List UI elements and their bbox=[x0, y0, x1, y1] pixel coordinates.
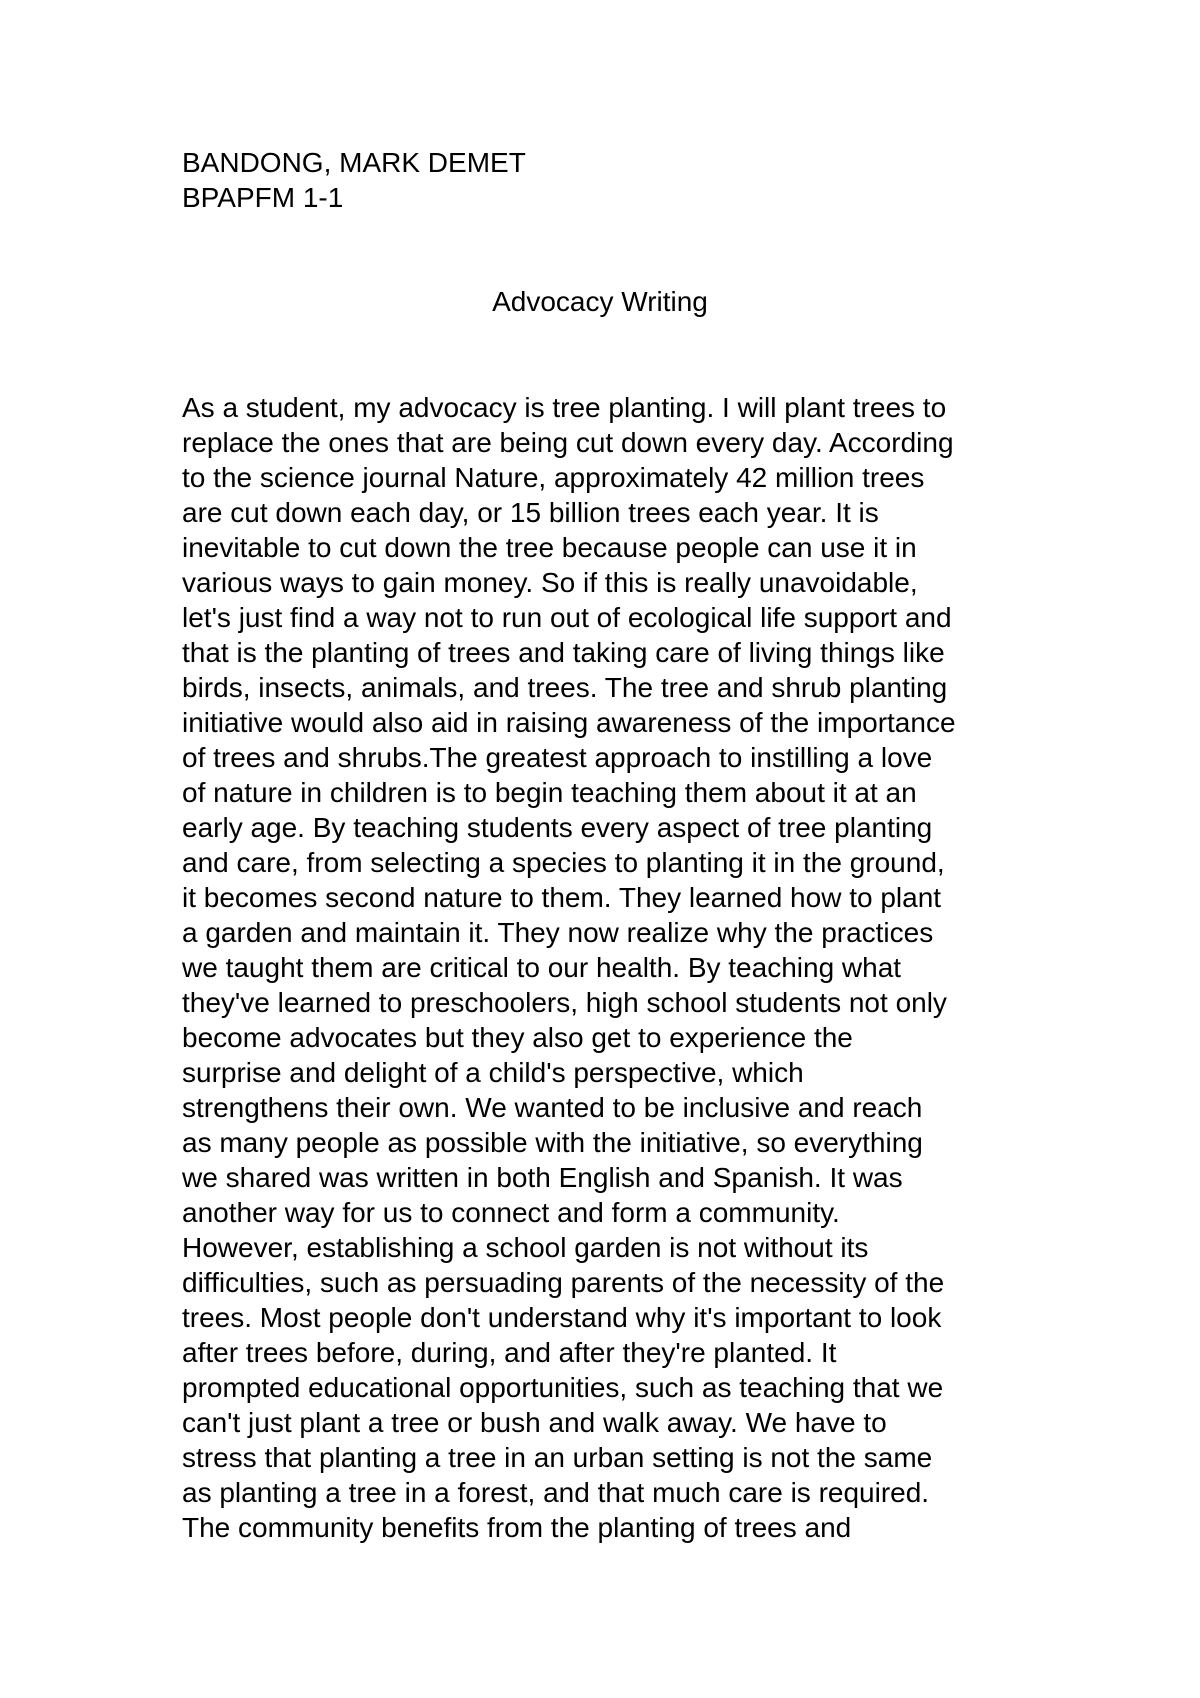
body-paragraph bbox=[182, 390, 956, 1545]
body-line: initiative would also aid in raising awareness of the importance bbox=[182, 707, 956, 738]
course-section: BPAPFM 1-1 bbox=[182, 182, 344, 213]
body-line: inevitable to cut down the tree because people can use it in bbox=[182, 532, 917, 563]
body-line: stress that planting a tree in an urban setting is not the same bbox=[182, 1442, 933, 1473]
body-line: As a student, my advocacy is tree planting. I will plant trees to bbox=[182, 392, 947, 423]
document-title: Advocacy Writing bbox=[492, 286, 708, 317]
body-line: as planting a tree in a forest, and that much care is required. bbox=[182, 1477, 930, 1508]
body-line: they've learned to preschoolers, high school students not only bbox=[182, 987, 947, 1018]
body-line: another way for us to connect and form a community. bbox=[182, 1197, 840, 1228]
body-line: we shared was written in both English and Spanish. It was bbox=[182, 1162, 903, 1193]
body-line: The community benefits from the planting of trees and bbox=[182, 1512, 852, 1543]
body-line: early age. By teaching students every aspect of tree planting bbox=[182, 812, 933, 843]
header-block bbox=[182, 145, 526, 215]
body-line: are cut down each day, or 15 billion trees each year. It is bbox=[182, 497, 879, 528]
body-line: replace the ones that are being cut down every day. According bbox=[182, 427, 954, 458]
body-line: of nature in children is to begin teaching them about it at an bbox=[182, 777, 917, 808]
body-line: we taught them are critical to our health. By teaching what bbox=[182, 952, 902, 983]
body-line: However, establishing a school garden is not without its bbox=[182, 1232, 869, 1263]
body-line: difficulties, such as persuading parents of the necessity of the bbox=[182, 1267, 945, 1298]
body-line: and care, from selecting a species to planting it in the ground, bbox=[182, 847, 945, 878]
body-line: surprise and delight of a child's perspective, which bbox=[182, 1057, 804, 1088]
body-line: strengthens their own. We wanted to be inclusive and reach bbox=[182, 1092, 923, 1123]
body-line: become advocates but they also get to experience the bbox=[182, 1022, 853, 1053]
body-line: of trees and shrubs.The greatest approach to instilling a love bbox=[182, 742, 933, 773]
body-line: that is the planting of trees and taking care of living things like bbox=[182, 637, 945, 668]
body-line: trees. Most people don't understand why it's important to look bbox=[182, 1302, 942, 1333]
body-line: prompted educational opportunities, such as teaching that we bbox=[182, 1372, 944, 1403]
body-line: let's just find a way not to run out of ecological life support and bbox=[182, 602, 952, 633]
body-line: can't just plant a tree or bush and walk away. We have to bbox=[182, 1407, 887, 1438]
body-line: a garden and maintain it. They now realize why the practices bbox=[182, 917, 934, 948]
body-line: it becomes second nature to them. They learned how to plant bbox=[182, 882, 942, 913]
body-line: to the science journal Nature, approximately 42 million trees bbox=[182, 462, 925, 493]
author-name: BANDONG, MARK DEMET bbox=[182, 147, 526, 178]
body-line: various ways to gain money. So if this is really unavoidable, bbox=[182, 567, 918, 598]
body-line: after trees before, during, and after they're planted. It bbox=[182, 1337, 837, 1368]
body-line: as many people as possible with the initiative, so everything bbox=[182, 1127, 923, 1158]
body-line: birds, insects, animals, and trees. The tree and shrub planting bbox=[182, 672, 948, 703]
